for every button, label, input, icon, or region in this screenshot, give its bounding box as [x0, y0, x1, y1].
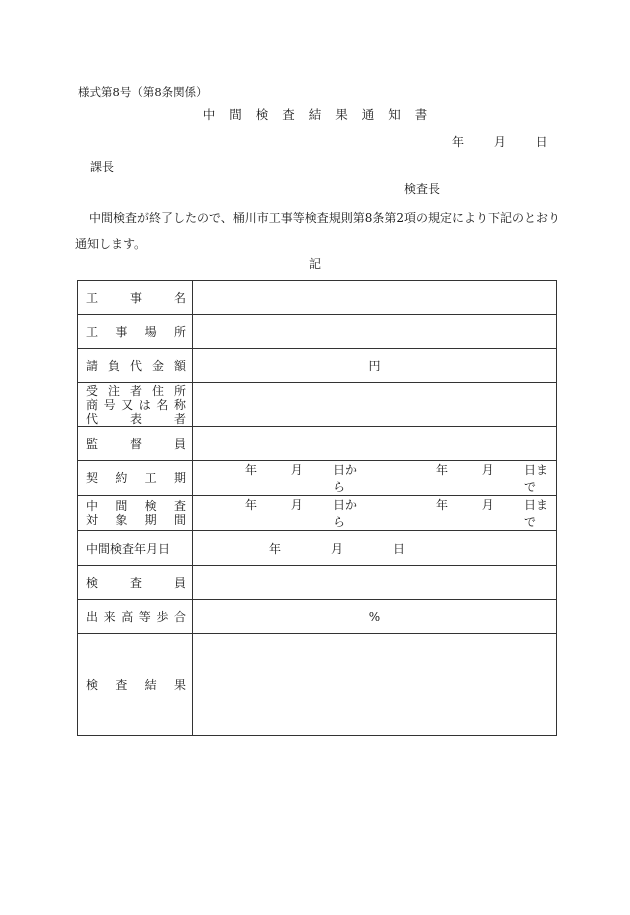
row-label — [78, 383, 193, 427]
label-line — [86, 359, 186, 373]
row-value[interactable] — [193, 349, 557, 383]
label-char: 員 — [173, 436, 186, 451]
label-char: 果 — [173, 677, 186, 692]
label-line — [86, 499, 186, 513]
label-char: 検 — [144, 499, 157, 513]
label-line — [86, 412, 186, 426]
label-char: 高 — [121, 609, 134, 624]
row-value[interactable] — [193, 281, 557, 315]
label-char: 象 — [115, 513, 128, 527]
label-char: 称 — [173, 397, 186, 412]
label-text: 中間検査年月日 — [86, 541, 171, 556]
row-label — [78, 634, 193, 736]
label-char: 号 — [103, 397, 116, 412]
label-char: 者 — [173, 411, 186, 426]
row-label — [78, 566, 193, 600]
period-part: 月 — [481, 463, 494, 477]
row-value[interactable] — [193, 427, 557, 461]
table-row — [78, 427, 557, 461]
label-char: 工 — [86, 324, 99, 339]
issue-date: 年 月 日 — [452, 135, 548, 149]
label-char: 合 — [173, 609, 186, 624]
label-char: 名 — [173, 290, 186, 305]
period-part: 日まで — [524, 463, 549, 494]
label-line — [86, 437, 186, 451]
unit-label: % — [368, 609, 381, 624]
label-char: 検 — [86, 677, 99, 692]
table-row — [78, 531, 557, 566]
label-char: 期 — [144, 513, 157, 527]
period-part: 日から — [332, 463, 357, 494]
date-part: 月 — [331, 541, 344, 556]
label-char: 工 — [144, 471, 157, 485]
period-part: 年 — [436, 498, 449, 512]
label-char: 歩 — [156, 609, 169, 624]
label-line — [86, 610, 186, 624]
label-char: 金 — [151, 358, 164, 373]
period-value — [193, 461, 556, 495]
label-char: 対 — [86, 513, 99, 527]
label-char: 事 — [115, 324, 128, 339]
label-char: 員 — [173, 575, 186, 590]
period-part: 月 — [290, 498, 303, 512]
table-row — [78, 634, 557, 736]
label-char: 検 — [86, 575, 99, 590]
inspection-date-value — [193, 540, 556, 557]
label-char: 負 — [107, 358, 120, 373]
row-label — [78, 427, 193, 461]
label-char: 査 — [173, 499, 186, 513]
date-part: 年 — [269, 541, 282, 556]
date-part: 日 — [393, 541, 406, 556]
row-value[interactable] — [193, 531, 557, 566]
period-part: 月 — [290, 463, 303, 477]
row-value[interactable] — [193, 315, 557, 349]
period-part: 日から — [332, 498, 357, 529]
label-char: 査 — [129, 575, 142, 590]
form-table — [77, 280, 557, 736]
label-char: 商 — [86, 397, 99, 412]
table-row — [78, 383, 557, 427]
label-line — [86, 513, 186, 527]
label-char: 代 — [86, 411, 99, 426]
label-char: 出 — [86, 609, 99, 624]
label-char: 額 — [173, 358, 186, 373]
period-value — [193, 496, 556, 530]
row-value[interactable] — [193, 461, 557, 496]
label-line — [86, 471, 186, 485]
period-part: 日まで — [524, 498, 549, 529]
label-char: 中 — [86, 499, 99, 513]
recipient: 課長 — [90, 160, 115, 174]
unit-label: 円 — [368, 359, 381, 373]
row-value[interactable] — [193, 566, 557, 600]
table-row — [78, 600, 557, 634]
table-row — [78, 349, 557, 383]
row-label — [78, 531, 193, 566]
label-char: 来 — [103, 609, 116, 624]
period-part: 年 — [436, 463, 449, 477]
label-char: 間 — [115, 499, 128, 513]
label-char: 代 — [129, 358, 142, 373]
label-char: 住 — [151, 383, 164, 398]
label-char: 又 — [121, 397, 134, 412]
label-char: 監 — [86, 436, 99, 451]
label-line — [86, 325, 186, 339]
period-part: 年 — [245, 463, 258, 477]
label-char: 所 — [173, 324, 186, 339]
label-char: 期 — [173, 471, 186, 485]
table-row — [78, 566, 557, 600]
label-char: 者 — [129, 383, 142, 398]
label-char: 請 — [86, 358, 99, 373]
label-char: 等 — [138, 609, 151, 624]
label-char: 場 — [144, 324, 157, 339]
label-char: 名 — [156, 397, 169, 412]
ki-label: 記 — [308, 257, 321, 271]
label-char: 受 — [86, 383, 99, 398]
row-value[interactable] — [193, 600, 557, 634]
label-char: 表 — [129, 411, 142, 426]
form-number: 様式第8号（第8条関係） — [78, 85, 208, 99]
label-line — [86, 291, 186, 305]
label-line — [86, 576, 186, 590]
row-label — [78, 315, 193, 349]
row-value[interactable] — [193, 634, 557, 736]
label-line — [86, 398, 186, 412]
label-line — [86, 678, 186, 692]
label-line — [86, 384, 186, 398]
row-label — [78, 600, 193, 634]
label-char: 査 — [115, 677, 128, 692]
issuer: 検査長 — [404, 182, 441, 196]
label-char: 結 — [144, 677, 157, 692]
document-title: 中間検査結果通知書 — [202, 107, 442, 122]
label-char: 所 — [173, 383, 186, 398]
period-part: 年 — [245, 498, 258, 512]
label-char: 注 — [107, 383, 120, 398]
row-label — [78, 281, 193, 315]
period-part: 月 — [481, 498, 494, 512]
body-text: 中間検査が終了したので、桶川市工事等検査規則第8条第2項の規定により下記のとおり通知します。 — [75, 211, 561, 251]
label-char: 督 — [129, 436, 142, 451]
row-label — [78, 496, 193, 531]
label-char: 工 — [86, 290, 99, 305]
row-label — [78, 461, 193, 496]
table-row — [78, 461, 557, 496]
label-char: 事 — [129, 290, 142, 305]
label-char: は — [138, 397, 151, 412]
label-char: 間 — [173, 513, 186, 527]
table-row — [78, 315, 557, 349]
row-value[interactable] — [193, 496, 557, 531]
label-char: 約 — [115, 471, 128, 485]
table-row — [78, 496, 557, 531]
table-row — [78, 281, 557, 315]
label-char: 契 — [86, 471, 99, 485]
row-label — [78, 349, 193, 383]
row-value[interactable] — [193, 383, 557, 427]
